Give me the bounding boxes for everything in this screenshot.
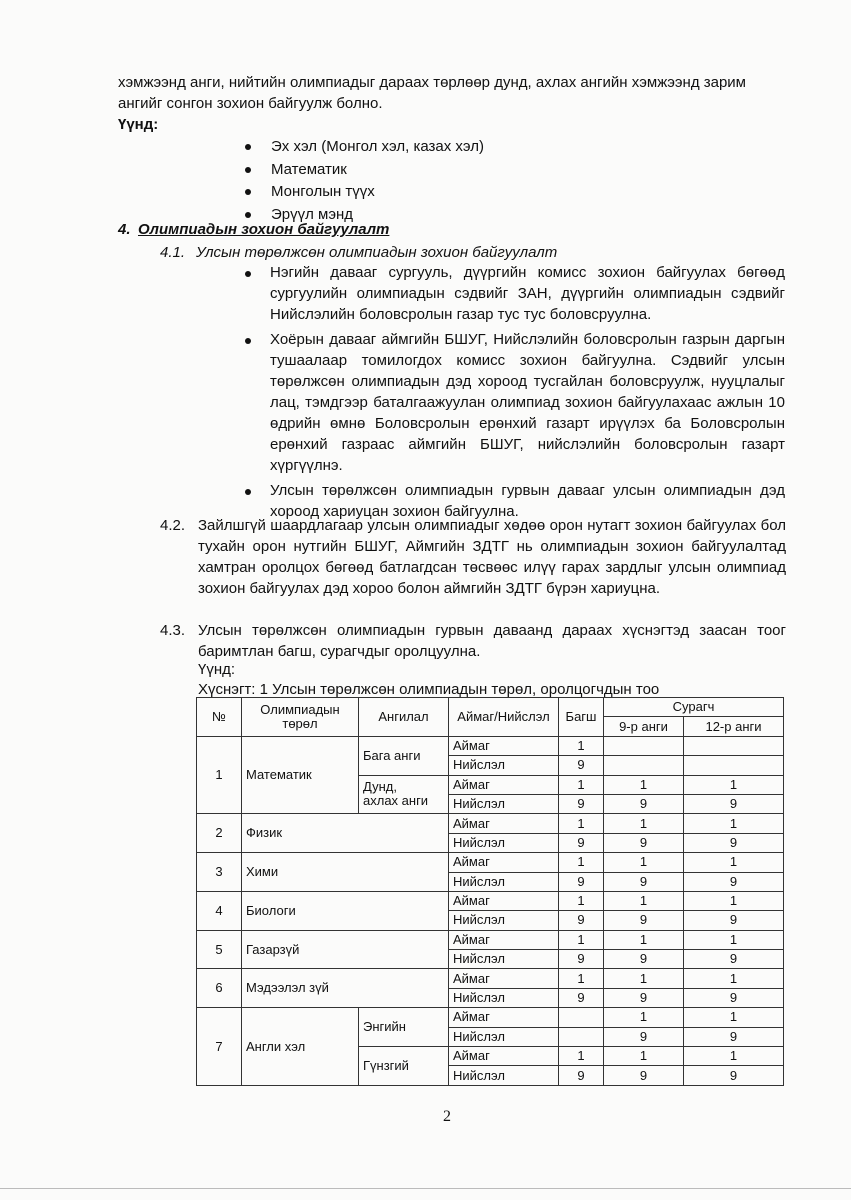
- rounds-list: [245, 262, 785, 526]
- cell-grade9: 1: [604, 814, 684, 833]
- category-line2: ахлах анги: [363, 793, 429, 809]
- paragraph-4-2: [160, 515, 786, 599]
- cell-grade12: [684, 736, 784, 755]
- cell-no: 7: [197, 1008, 242, 1086]
- cell-region: Аймаг: [449, 814, 559, 833]
- cell-region: Аймаг: [449, 1047, 559, 1066]
- table-row: [197, 853, 784, 872]
- header-grade9: 9-р анги: [604, 717, 684, 736]
- table-row: [197, 969, 784, 988]
- cell-region: Нийслэл: [449, 833, 559, 852]
- cell-grade12: 1: [684, 930, 784, 949]
- paragraph-number: 4.3.: [160, 622, 186, 639]
- section-4-heading: [118, 219, 389, 240]
- cell-teacher: [559, 1027, 604, 1046]
- cell-no: 4: [197, 891, 242, 930]
- header-no: №: [197, 698, 242, 737]
- table-row: [197, 930, 784, 949]
- table-row: [197, 814, 784, 833]
- cell-category: Бага анги: [359, 736, 449, 775]
- cell-grade9: 9: [604, 1066, 684, 1085]
- paragraph-4-3: [160, 620, 786, 662]
- list-item: Нэгийн давааг сургууль, дүүргийн комисс зохион байгуулах бөгөөд сургуулийн олимпиадын сэдвийг ЗАН, дүүргийн олимпиадын сэдвийг Нийслэлийн боловсролын газар тус тус боловсруулна.: [245, 262, 785, 325]
- cell-teacher: 9: [559, 833, 604, 852]
- cell-teacher: 1: [559, 853, 604, 872]
- cell-name: Газарзүй: [242, 930, 449, 969]
- cell-grade12: 9: [684, 911, 784, 930]
- cell-teacher: 1: [559, 969, 604, 988]
- cell-teacher: 9: [559, 988, 604, 1007]
- cell-name: Биологи: [242, 891, 449, 930]
- cell-region: Нийслэл: [449, 1066, 559, 1085]
- header-region: Аймаг/Нийслэл: [449, 698, 559, 737]
- cell-region: Нийслэл: [449, 756, 559, 775]
- cell-name: Хими: [242, 853, 449, 892]
- cell-teacher: 1: [559, 1047, 604, 1066]
- section-title: Олимпиадын зохион байгуулалт: [138, 221, 390, 238]
- cell-region: Аймаг: [449, 969, 559, 988]
- cell-grade9: 1: [604, 891, 684, 910]
- cell-name: Англи хэл: [242, 1008, 359, 1086]
- paragraph-text: Зайлшгүй шаардлагаар улсын олимпиадыг хөдөө орон нутагт зохион байгуулах бол тухайн орон нутгийн БШУГ, Аймгийн ЗДТГ нь олимпиадын зохион байгуулалтад хамтран оролцох бөгөөд батлагдсан төсвөөс илүү гарах зардлыг улсын олимпиад зохион байгуулах дэд хороо болон аймгийн ЗДТГ бүрэн хариуцна.: [198, 517, 786, 597]
- cell-region: Аймаг: [449, 853, 559, 872]
- list-item: Монголын түүх: [245, 181, 484, 204]
- cell-teacher: 1: [559, 736, 604, 755]
- list-item: Хоёрын давааг аймгийн БШУГ, Нийслэлийн боловсролын газрын даргын тушаалаар томилогдох комисс зохион байгуулна. Сэдвийг улсын төрөлжсөн олимпиадын дэд хороод тусгайлан боловсруулж, нууцлалыг лац, тэмдгээр баталгаажуулан олимпиад зохион байгуулахаас ажлын 10 өдрийн өмнө Боловсролын ерөнхий газарт ирүүлэх ба Боловсролын ерөнхий газраас аймгийн БШУГ, нийслэлийн боловсролын газарт хүргүүлнэ.: [245, 329, 785, 476]
- cell-grade9: 9: [604, 988, 684, 1007]
- list-item: Эх хэл (Монгол хэл, казах хэл): [245, 136, 484, 159]
- cell-grade9: 1: [604, 1008, 684, 1027]
- cell-grade12: 1: [684, 891, 784, 910]
- cell-grade12: 9: [684, 872, 784, 891]
- cell-name: Математик: [242, 736, 359, 814]
- cell-grade12: 1: [684, 1047, 784, 1066]
- list-item: Эрүүл мэнд: [245, 204, 484, 227]
- cell-grade9: 1: [604, 930, 684, 949]
- table-row: [197, 1008, 784, 1027]
- cell-teacher: 1: [559, 775, 604, 794]
- cell-teacher: 9: [559, 872, 604, 891]
- cell-no: 6: [197, 969, 242, 1008]
- cell-region: Аймаг: [449, 736, 559, 755]
- cell-region: Аймаг: [449, 775, 559, 794]
- cell-category: [359, 775, 449, 814]
- subjects-heading: Үүнд:: [118, 116, 159, 133]
- subsection-4-1-heading: [160, 242, 557, 263]
- cell-grade9: 9: [604, 1027, 684, 1046]
- cell-grade9: [604, 736, 684, 755]
- cell-name: Физик: [242, 814, 449, 853]
- intro-line-1: хэмжээнд анги, нийтийн олимпиадыг дараах төрлөөр дунд, ахлах ангийн хэмжээнд зарим: [118, 74, 746, 91]
- header-type-line2: төрөл: [282, 715, 318, 731]
- cell-teacher: 9: [559, 911, 604, 930]
- cell-teacher: 1: [559, 930, 604, 949]
- cell-grade12: 9: [684, 794, 784, 813]
- section-number: 4.: [118, 221, 131, 238]
- cell-grade9: 9: [604, 911, 684, 930]
- cell-region: Аймаг: [449, 1008, 559, 1027]
- cell-region: Нийслэл: [449, 1027, 559, 1046]
- cell-region: Аймаг: [449, 891, 559, 910]
- table-caption: Хүснэгт: 1 Улсын төрөлжсөн олимпиадын төрөл, оролцогчдын тоо: [198, 681, 660, 698]
- header-student: Сурагч: [604, 698, 784, 717]
- cell-grade9: 9: [604, 833, 684, 852]
- paragraph-number: 4.2.: [160, 517, 186, 534]
- subsection-title: Улсын төрөлжсөн олимпиадын зохион байгуулалт: [196, 244, 558, 261]
- cell-grade12: 1: [684, 969, 784, 988]
- cell-name: Мэдээлэл зүй: [242, 969, 449, 1008]
- cell-grade9: 9: [604, 950, 684, 969]
- cell-grade12: 1: [684, 853, 784, 872]
- cell-teacher: 9: [559, 950, 604, 969]
- table-header-row: [197, 698, 784, 717]
- list-item: Улсын төрөлжсөн олимпиадын гурвын давааг улсын олимпиадын дэд хороод хариуцан зохион байгуулна.: [245, 480, 785, 522]
- cell-grade9: 1: [604, 853, 684, 872]
- cell-teacher: 9: [559, 1066, 604, 1085]
- cell-grade12: 9: [684, 1066, 784, 1085]
- intro-paragraph: [118, 72, 786, 114]
- cell-grade12: 1: [684, 1008, 784, 1027]
- cell-grade12: 9: [684, 950, 784, 969]
- header-teacher: Багш: [559, 698, 604, 737]
- cell-no: 1: [197, 736, 242, 814]
- subjects-list: [245, 136, 484, 226]
- header-type-line1: Олимпиадын: [260, 701, 340, 717]
- cell-category: Энгийн: [359, 1008, 449, 1047]
- cell-no: 5: [197, 930, 242, 969]
- intro-line-2: ангийг сонгон зохион байгуулж болно.: [118, 95, 383, 112]
- cell-teacher: 9: [559, 794, 604, 813]
- cell-grade9: 9: [604, 794, 684, 813]
- cell-region: Нийслэл: [449, 950, 559, 969]
- cell-teacher: [559, 1008, 604, 1027]
- cell-region: Аймаг: [449, 930, 559, 949]
- cell-no: 3: [197, 853, 242, 892]
- cell-grade12: 1: [684, 775, 784, 794]
- cell-teacher: 1: [559, 814, 604, 833]
- cell-region: Нийслэл: [449, 794, 559, 813]
- header-category: Ангилал: [359, 698, 449, 737]
- table-row: [197, 891, 784, 910]
- cell-grade9: 1: [604, 969, 684, 988]
- list-item: Математик: [245, 159, 484, 182]
- cell-region: Нийслэл: [449, 988, 559, 1007]
- page-number: 2: [443, 1108, 451, 1125]
- paragraph-text: Улсын төрөлжсөн олимпиадын гурвын даваанд дараах хүснэгтэд заасан тоог баримтлан багш, сурагчдыг оролцуулна.: [198, 622, 786, 660]
- header-grade12: 12-р анги: [684, 717, 784, 736]
- header-type: [242, 698, 359, 737]
- cell-category: Гүнзгий: [359, 1047, 449, 1086]
- cell-region: Нийслэл: [449, 911, 559, 930]
- cell-teacher: 1: [559, 891, 604, 910]
- subsection-number: 4.1.: [160, 244, 186, 261]
- cell-grade12: 9: [684, 988, 784, 1007]
- cell-grade9: 1: [604, 1047, 684, 1066]
- cell-grade9: [604, 756, 684, 775]
- cell-grade12: 1: [684, 814, 784, 833]
- footer-divider: [0, 1188, 851, 1189]
- cell-teacher: 9: [559, 756, 604, 775]
- category-line1: Дунд,: [363, 779, 397, 795]
- table-row: [197, 736, 784, 755]
- cell-no: 2: [197, 814, 242, 853]
- cell-grade9: 9: [604, 872, 684, 891]
- p43-label: Үүнд:: [198, 661, 236, 678]
- olympiad-table: [196, 697, 784, 1086]
- cell-grade12: 9: [684, 1027, 784, 1046]
- cell-region: Нийслэл: [449, 872, 559, 891]
- cell-grade12: [684, 756, 784, 775]
- cell-grade9: 1: [604, 775, 684, 794]
- cell-grade12: 9: [684, 833, 784, 852]
